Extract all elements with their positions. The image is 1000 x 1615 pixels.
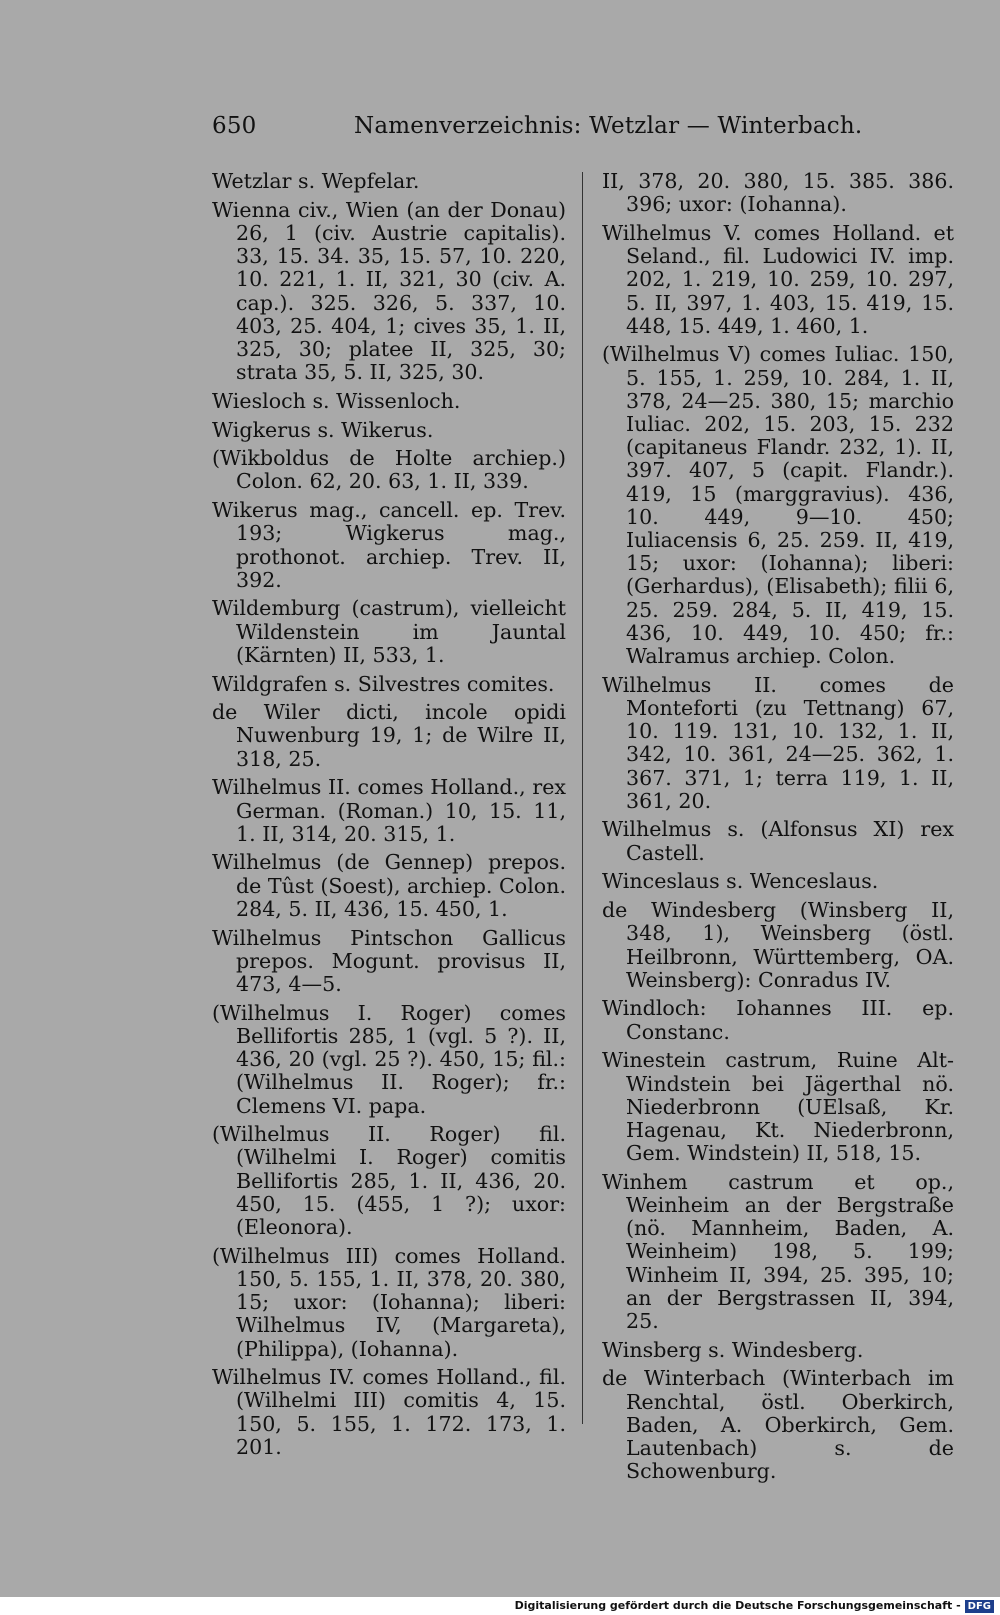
footer-credit: Digitalisierung gefördert durch die Deutsche Forschungsgemeinschaft - xyxy=(514,1599,961,1612)
index-entry: (Wilhelmus V) comes Iuliac. 150, 5. 155, 1. 259, 10. 284, 1. II, 378, 24—25. 380, 15; marchio Iuliac. 202, 15. 203, 15. 232 (capitaneus Flandr. 232, 1). II, 397. 407, 5 (capit. Flandr.). 419, 15 (marggravius). 436, 10. 449, 9—10. 450; Iuliacensis 6, 25. 259. II, 419, 15; uxor: (Iohanna); liberi: (Gerhardus), (Elisabeth); filii 6, 25. 259. 284, 5. II, 419, 15. 436, 10. 449, 10. 450; fr.: Walramus archiep. Colon. xyxy=(602,342,954,669)
index-entry: (Wikboldus de Holte archiep.) Colon. 62, 20. 63, 1. II, 339. xyxy=(212,446,566,494)
index-entry: Winceslaus s. Wenceslaus. xyxy=(602,869,879,894)
index-entry: Wigkerus s. Wikerus. xyxy=(212,417,434,442)
index-entry: de Windesberg (Winsberg II, 348, 1), Weinsberg (östl. Heilbronn, Württemberg, OA. Weinsberg): Conradus IV. xyxy=(602,898,954,992)
index-entry: (Wilhelmus I. Roger) comes Bellifortis 285, 1 (vgl. 5 ?). II, 436, 20 (vgl. 25 ?). 450, 15; fil.: (Wilhelmus II. Roger); fr.: Clemens VI. papa. xyxy=(212,1000,566,1118)
index-entry: de Wiler dicti, incole opidi Nuwenburg 19, 1; de Wilre II, 318, 25. xyxy=(212,700,566,771)
right-column xyxy=(602,170,954,1489)
index-entry: II, 378, 20. 380, 15. 385. 386. 396; uxor: (Iohanna). xyxy=(602,169,954,217)
digitization-footer xyxy=(0,1597,1000,1615)
index-entry: Wilhelmus II. comes de Monteforti (zu Tettnang) 67, 10. 119. 131, 10. 132, 1. II, 342, 10. 361, 24—25. 362, 1. 367. 371, 1; terra 119, 1. II, 361, 20. xyxy=(602,672,954,813)
index-entry: Winsberg s. Windesberg. xyxy=(602,1337,864,1362)
index-entry: Wilhelmus II. comes Holland., rex German. (Roman.) 10, 15. 11, 1. II, 314, 20. 315, 1. xyxy=(212,775,566,846)
index-entry: Winestein castrum, Ruine Alt-Windstein bei Jägerthal nö. Niederbronn (UElsaß, Kr. Hagenau, Kt. Niederbronn, Gem. Windstein) II, 518, 15. xyxy=(602,1048,954,1166)
index-entry: Wildgrafen s. Silvestres comites. xyxy=(212,671,555,696)
index-entry: Wilhelmus s. (Alfonsus XI) rex Castell. xyxy=(602,817,954,865)
running-title: Namenverzeichnis: Wetzlar — Winterbach. xyxy=(354,113,863,139)
index-entry: Wikerus mag., cancell. ep. Trev. 193; Wigkerus mag., prothonot. archiep. Trev. II, 392. xyxy=(212,498,566,592)
index-entry: de Winterbach (Winterbach im Renchtal, östl. Oberkirch, Baden, A. Oberkirch, Gem. Lautenbach) s. de Schowenburg. xyxy=(602,1366,954,1484)
left-column xyxy=(212,170,566,1465)
index-entry: Wilhelmus IV. comes Holland., fil. (Wilhelmi III) comitis 4, 15. 150, 5. 155, 1. 172. 173, 1. 201. xyxy=(212,1365,566,1459)
column-divider xyxy=(582,172,583,1424)
index-entry: Windloch: Iohannes III. ep. Constanc. xyxy=(602,996,954,1044)
index-entry: Winhem castrum et op., Weinheim an der Bergstraße (nö. Mannheim, Baden, A. Weinheim) 198, 5. 199; Winheim II, 394, 25. 395, 10; an der Bergstrassen II, 394, 25. xyxy=(602,1169,954,1334)
index-entry: Wildemburg (castrum), vielleicht Wildenstein im Jauntal (Kärnten) II, 533, 1. xyxy=(212,596,566,667)
index-entry: Wetzlar s. Wepfelar. xyxy=(212,169,420,193)
page-number: 650 xyxy=(212,113,257,139)
index-entry: Wilhelmus V. comes Holland. et Seland., fil. Ludowici IV. imp. 202, 1. 219, 10. 259, 10. 297, 5. II, 397, 1. 403, 15. 419, 15. 448, 15. 449, 1. 460, 1. xyxy=(602,220,954,338)
index-entry: Wienna civ., Wien (an der Donau) 26, 1 (civ. Austrie capitalis). 33, 15. 34. 35, 15. 57, 10. 220, 10. 221, 1. II, 321, 30 (civ. A. cap.). 325. 326, 5. 337, 10. 403, 25. 404, 1; cives 35, 1. II, 325, 30; platee II, 325, 30; strata 35, 5. II, 325, 30. xyxy=(212,197,566,385)
index-entry: (Wilhelmus II. Roger) fil.(Wilhelmi I. Roger) comitis Bellifortis 285, 1. II, 436, 20. 450, 15. (455, 1 ?); uxor: (Eleonora). xyxy=(212,1122,566,1240)
index-entry: (Wilhelmus III) comes Holland. 150, 5. 155, 1. II, 378, 20. 380, 15; uxor: (Iohanna); liberi: Wilhelmus IV, (Margareta), (Philippa), (Iohanna). xyxy=(212,1243,566,1361)
index-entry: Wilhelmus Pintschon Gallicus prepos. Mogunt. provisus II, 473, 4—5. xyxy=(212,925,566,996)
dfg-logo: DFG xyxy=(965,1600,994,1613)
index-entry: Wilhelmus (de Gennep) prepos. de Tûst (Soest), archiep. Colon. 284, 5. II, 436, 15. 450, 1. xyxy=(212,850,566,921)
index-entry: Wiesloch s. Wissenloch. xyxy=(212,388,461,413)
